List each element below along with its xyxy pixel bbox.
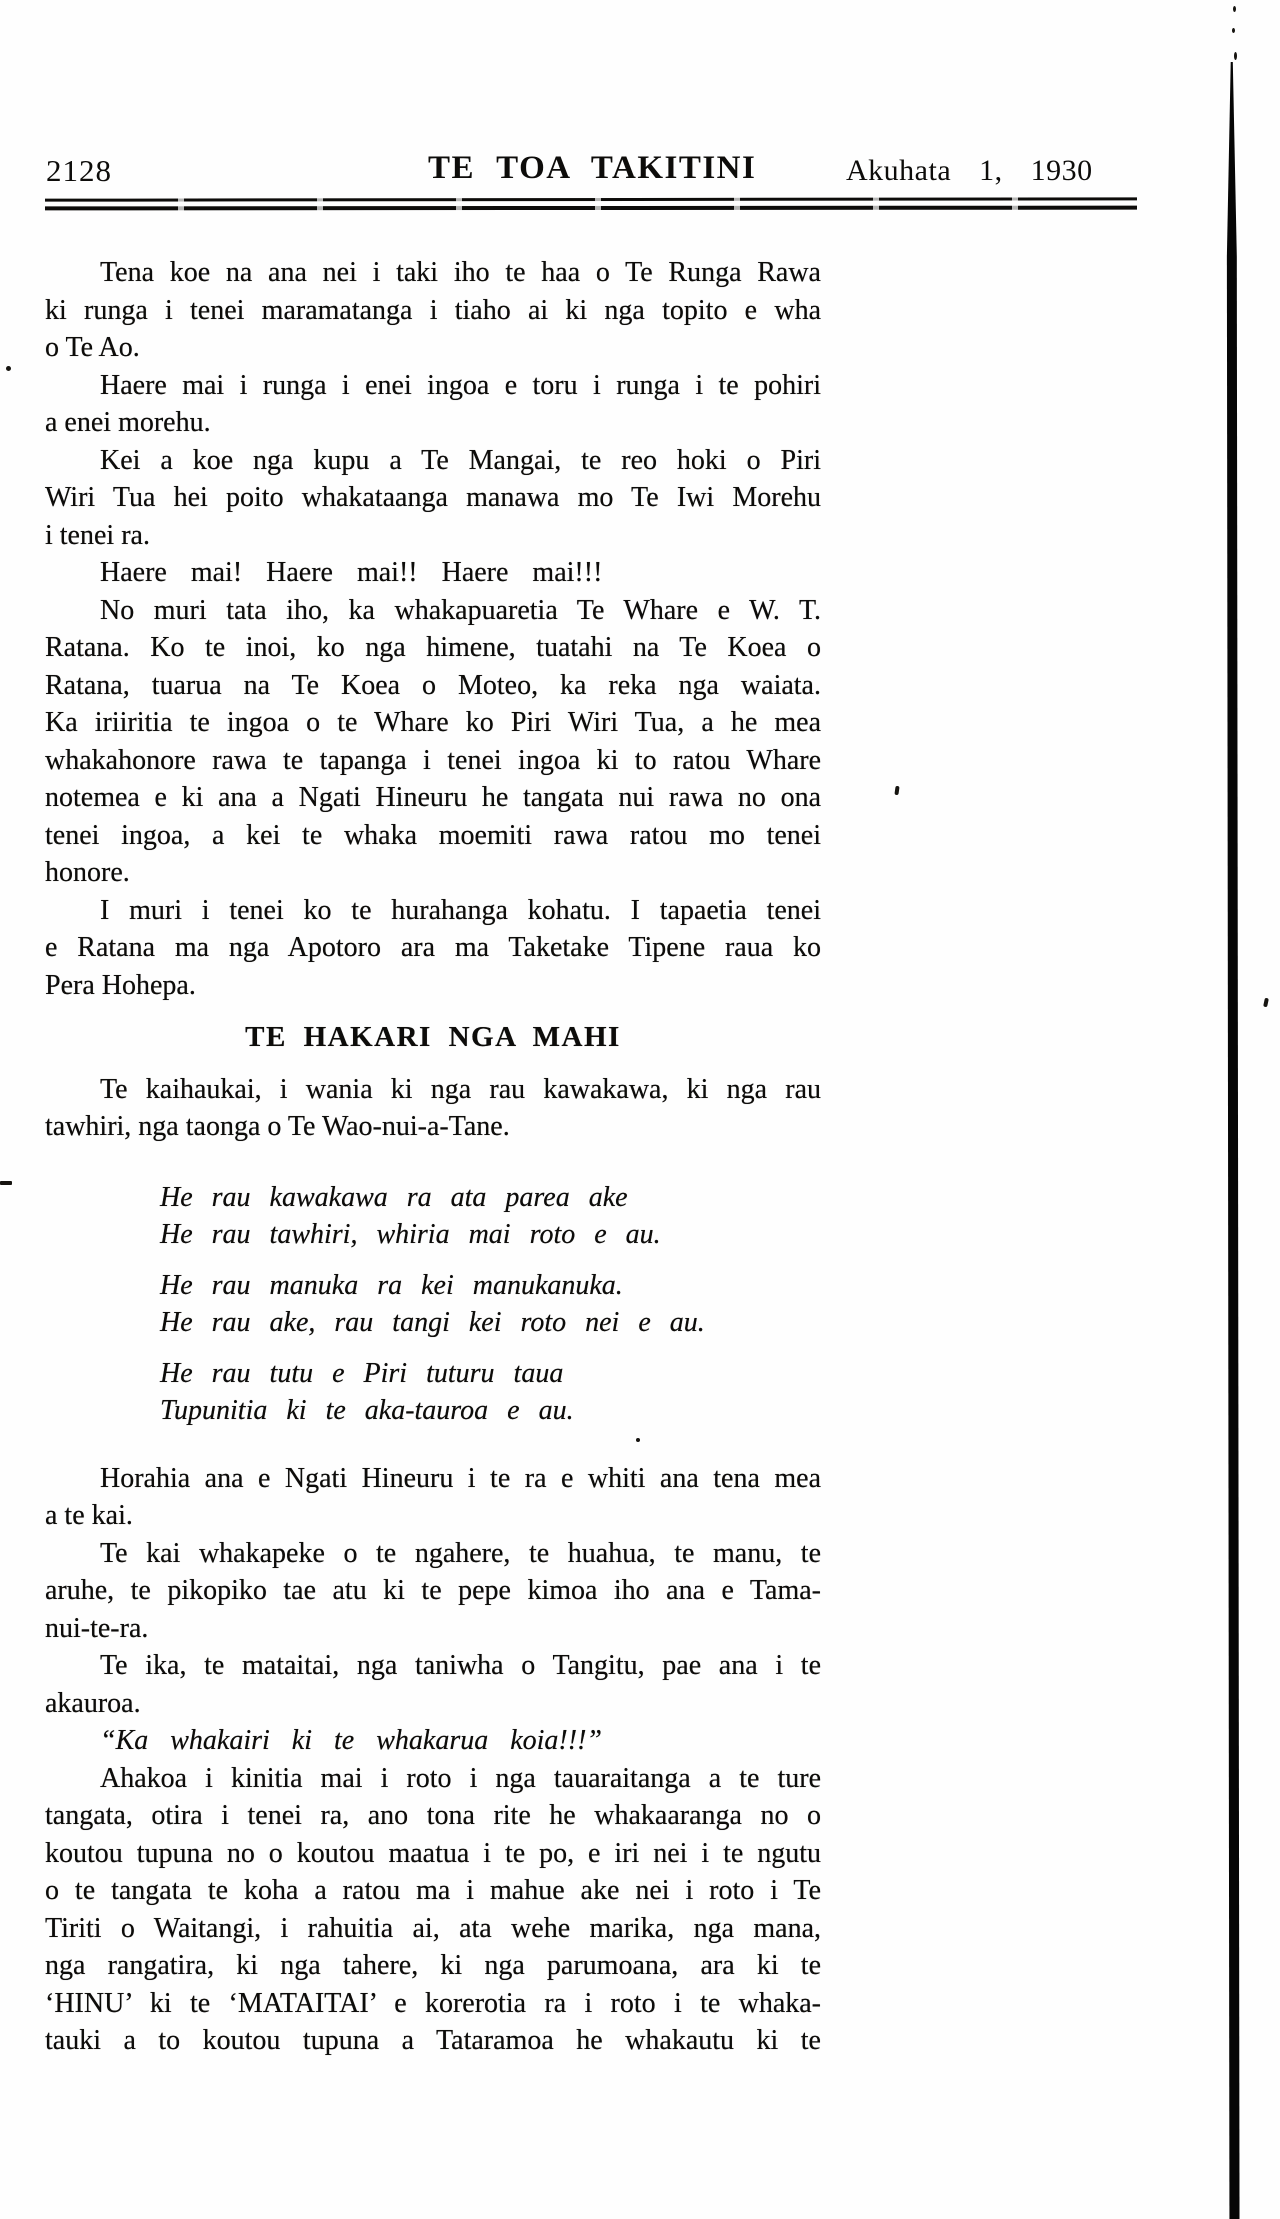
text-line: koutou tupuna no o koutou maatua i te po, e iri nei i te ngutu [45,1837,821,1869]
text-line: Ratana, tuarua na Te Koea o Moteo, ka reka nga waiata. [45,669,821,701]
page-number: 2128 [46,153,112,188]
ink-speck [894,786,899,795]
section-heading [45,1019,821,1057]
quote-line [45,1722,821,1760]
ink-speck [1234,52,1237,60]
text-line: Tiriti o Waitangi, i rahuitia ai, ata wehe marika, nga mana, [45,1912,821,1944]
text-line: Tupunitia ki te aka-tauroa e au. [160,1395,574,1426]
text-line: TE HAKARI NGA MAHI [245,1021,621,1053]
text-line: He rau manuka ra kei manukanuka. [160,1269,623,1301]
text-line: tangata, otira i tenei ra, ano tona rite he whakaaranga no o [45,1800,821,1831]
text-line: o Te Ao. [45,332,140,363]
text-line: tawhiri, nga taonga o Te Wao-nui-a-Tane. [45,1111,510,1142]
text-line: Kei a koe nga kupu a Te Mangai, te reo hoki o Piri [100,444,821,476]
text-line: nga rangatira, ki nga tahere, ki nga parumoana, ara ki te [45,1950,821,1981]
text-column [45,254,821,2060]
ink-speck [1263,998,1269,1008]
text-line: akauroa. [45,1687,141,1719]
paragraph-ahakoa [45,1760,821,2060]
text-line: Wiri Tua hei poito whakataanga manawa mo Te Iwi Morehu [45,482,821,513]
paragraph-horahia [45,1460,821,1535]
ink-speck [1233,6,1236,12]
paragraph-te-ika [45,1647,821,1722]
paragraph-kei-a-koe [45,442,821,555]
text-line: a te kai. [45,1500,133,1531]
text-line: honore. [45,857,130,888]
ink-speck [6,366,11,371]
text-line: a enei morehu. [45,407,211,438]
verse-stanza-2 [45,1267,821,1342]
text-line: Te kai whakapeke o te ngahere, te huahua, te manu, te [100,1537,821,1569]
ink-speck [636,1438,640,1442]
text-line: e Ratana ma nga Apotoro ara ma Taketake Tipene raua ko [45,932,821,963]
text-line: Horahia ana e Ngati Hineuru i te ra e whiti ana tena mea [100,1462,821,1494]
text-line: tauki a to koutou tupuna a Tataramoa he whakautu ki te [45,2025,821,2056]
journal-title: TE TOA TAKITINI [428,150,757,186]
text-line: aruhe, te pikopiko tae atu ki te pepe kimoa iho ana e Tama- [45,1575,821,1606]
verse-stanza-1 [45,1179,821,1254]
text-line: i tenei ra. [45,519,150,551]
paragraph-hurahanga-kohatu [45,892,821,1005]
text-line: Haere mai! Haere mai!! Haere mai!!! [100,557,603,588]
ink-speck [0,1181,12,1185]
text-line: He rau kawakawa ra ata parea ake [160,1181,628,1213]
text-line: He rau tawhiri, whiria mai roto e au. [160,1219,661,1250]
text-line: Ka iriiritia te ingoa o te Whare ko Piri Wiri Tua, a he mea [45,707,821,738]
text-line: o te tangata te koha a ratou ma i mahue ake nei i roto i Te [45,1875,821,1906]
text-line: nui-te-ra. [45,1612,149,1644]
text-line: notemea e ki ana a Ngati Hineuru he tangata nui rawa no ona [45,782,821,813]
paragraph-haere-mai [45,367,821,442]
scan-edge-bar [1224,62,1240,2219]
paragraph-whare-opening [45,592,821,892]
paragraph-kai-whakapeke [45,1535,821,1648]
header-rule-top [45,197,1137,201]
text-line: ‘HINU’ ki te ‘MATAITAI’ e korerotia ra i roto i te whaka- [45,1987,821,2019]
text-line: ki runga i tenei maramatanga i tiaho ai ki nga topito e wha [45,294,821,326]
text-line: He rau tutu e Piri tuturu taua [160,1357,564,1389]
verse-stanza-3 [45,1355,821,1430]
text-line: Pera Hohepa. [45,969,196,1001]
text-line: tenei ingoa, a kei te whaka moemiti rawa ratou mo tenei [45,819,821,851]
header-rule-bottom [45,206,1137,211]
text-line: Haere mai i runga i enei ingoa e toru i runga i te pohiri [100,369,821,401]
text-line: whakahonore rawa te tapanga i tenei ingoa ki to ratou Whare [45,744,821,776]
text-line: Te kaihaukai, i wania ki nga rau kawakawa, ki nga rau [100,1073,821,1105]
paragraph-exclamation [45,554,821,592]
text-line: He rau ake, rau tangi kei roto nei e au. [160,1307,705,1338]
issue-date: Akuhata 1, 1930 [846,154,1093,187]
text-line: Ratana. Ko te inoi, ko nga himene, tuatahi na Te Koea o [45,632,821,663]
paragraph-kaihaukai [45,1071,821,1146]
ink-speck [1232,28,1235,33]
text-line: “Ka whakairi ki te whakarua koia!!!” [100,1725,602,1756]
text-line: No muri tata iho, ka whakapuaretia Te Whare e W. T. [100,594,821,626]
text-line: Tena koe na ana nei i taki iho te haa o Te Runga Rawa [100,257,821,288]
text-line: I muri i tenei ko te hurahanga kohatu. I tapaetia tenei [100,894,821,926]
text-line: Te ika, te mataitai, nga taniwha o Tangitu, pae ana i te [100,1650,821,1681]
text-line: Ahakoa i kinitia mai i roto i nga tauaraitanga a te ture [100,1762,821,1794]
paragraph-greeting [45,254,821,367]
